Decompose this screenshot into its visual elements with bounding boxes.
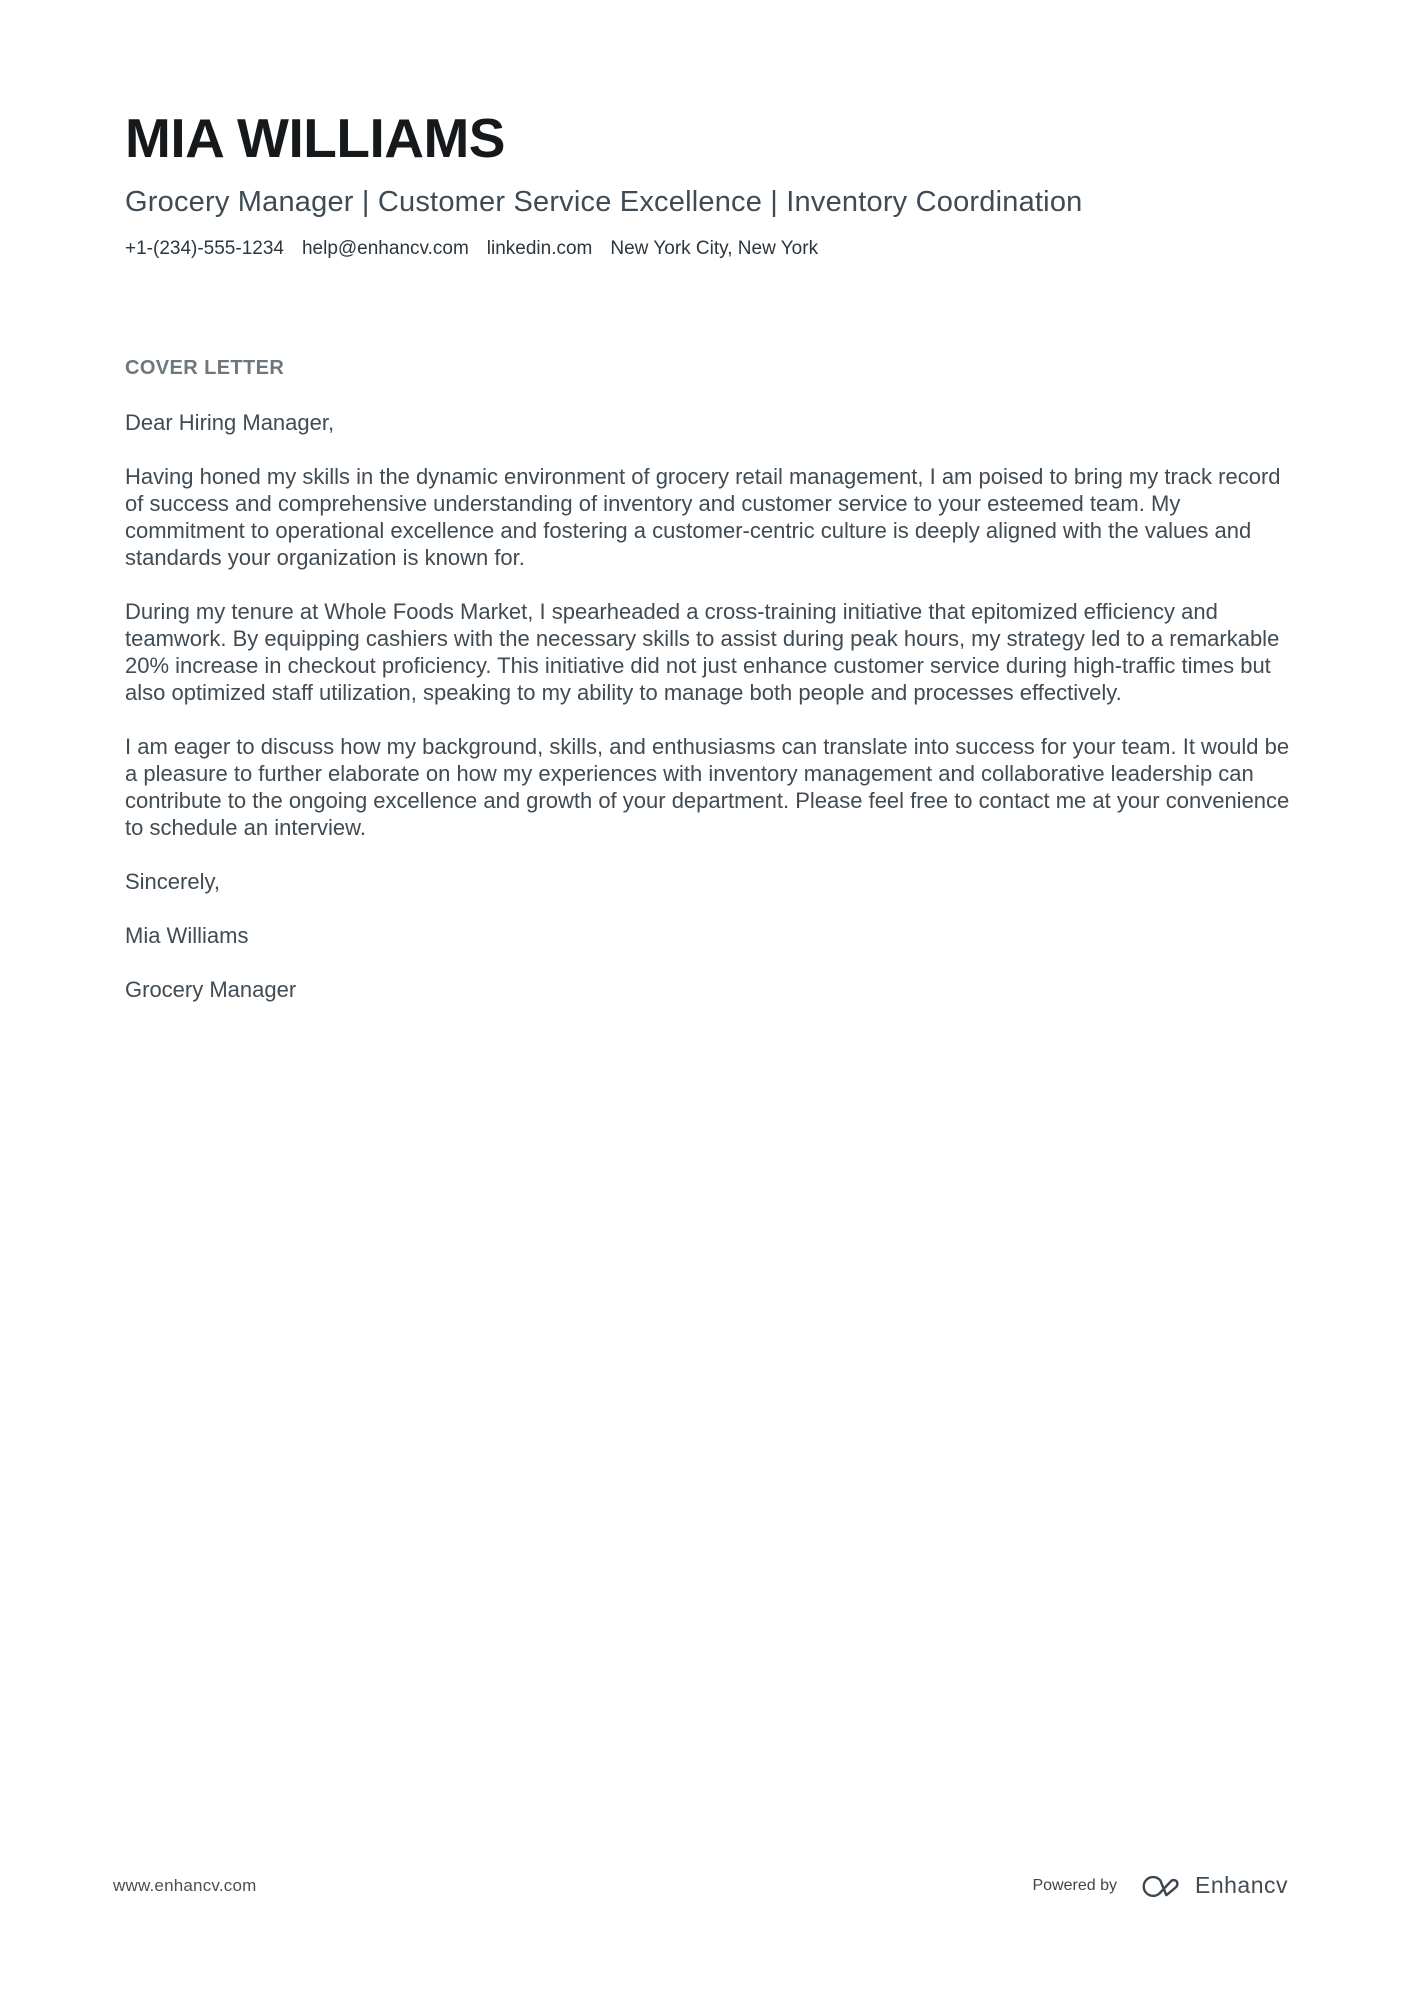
linkedin-link[interactable]: linkedin.com (486, 237, 593, 259)
contact-row (125, 238, 1292, 260)
email-address[interactable]: help@enhancv.com (301, 237, 469, 259)
job-headline: Grocery Manager | Customer Service Excellence | Inventory Coordination (125, 185, 1083, 218)
letter-paragraph: I am eager to discuss how my background, skills, and enthusiasms can translate into success for your team. It would be a pleasure to further elaborate on how my experiences with inventory management and collaborative leadership can contribute to the ongoing excellence and growth of your department. Please feel free to contact me at your convenience to schedule an interview. (125, 733, 1290, 840)
page-footer (0, 1872, 1410, 1899)
signature-title: Grocery Manager (125, 976, 297, 1002)
letter-body (125, 409, 1292, 1003)
closing-line: Sincerely, (125, 868, 220, 894)
brand-wordmark: Enhancv (1194, 1872, 1288, 1898)
signature-name: Mia Williams (125, 922, 249, 948)
letter-paragraph: During my tenure at Whole Foods Market, I spearheaded a cross-training initiative that epitomized efficiency and teamwork. By equipping cashiers with the necessary skills to assist during peak hours, my strategy led to a remarkable 20% increase in checkout proficiency. This initiative did not just enhance customer service during high-traffic times but also optimized staff utilization, speaking to my ability to manage both people and processes effectively. (125, 598, 1280, 705)
location-text: New York City, New York (610, 237, 819, 259)
website-link[interactable]: www.enhancv.com (113, 1875, 257, 1895)
letter-paragraph: Having honed my skills in the dynamic environment of grocery retail management, I am poised to bring my track record of success and comprehensive understanding of inventory and customer service to your esteemed team. My commitment to operational excellence and fostering a customer-centric culture is deeply aligned with the values and standards your organization is known for. (125, 463, 1281, 570)
enhancv-logo-icon (1132, 1873, 1180, 1899)
salutation: Dear Hiring Manager, (125, 409, 335, 435)
powered-by-label: Powered by (1032, 1876, 1117, 1894)
page-title: MIA WILLIAMS (125, 107, 505, 169)
phone-number: +1-(234)-555-1234 (125, 237, 284, 259)
cover-letter-heading: COVER LETTER (125, 356, 285, 379)
powered-by-brand[interactable] (1032, 1872, 1288, 1899)
